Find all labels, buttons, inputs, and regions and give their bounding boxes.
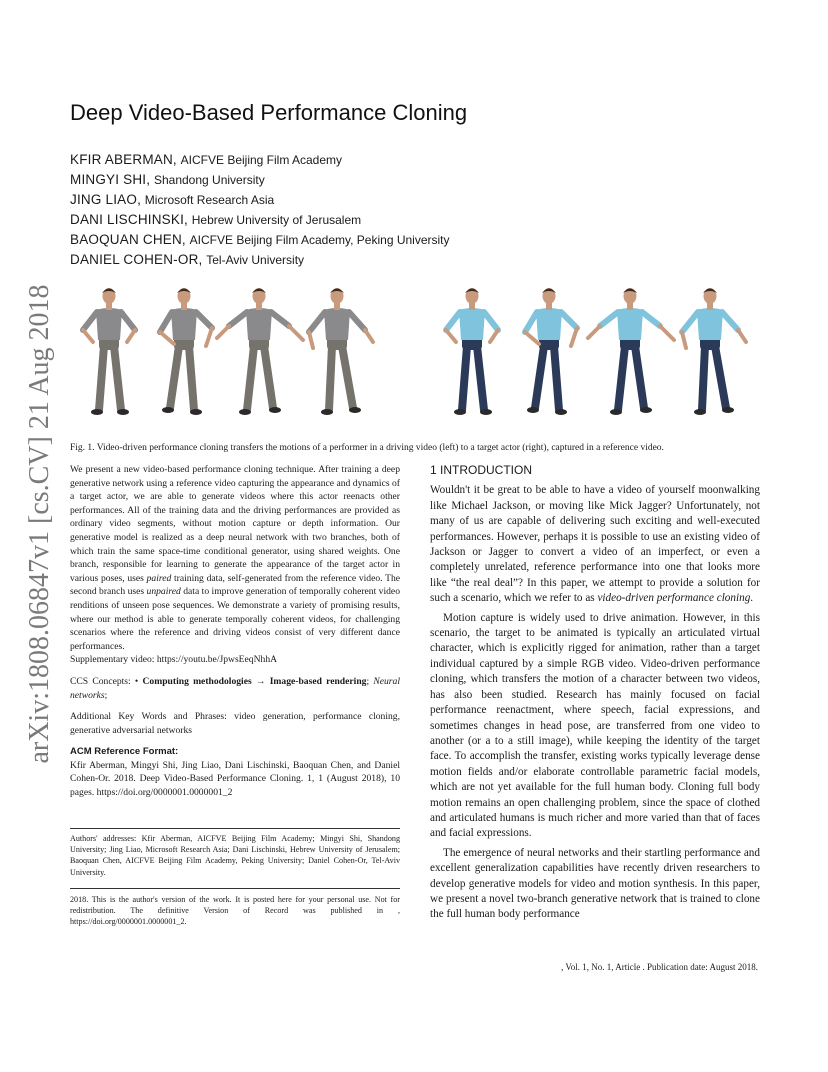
page-footer: , Vol. 1, No. 1, Article . Publication date: August 2018. xyxy=(561,962,758,972)
section-heading: 1 INTRODUCTION xyxy=(430,463,532,477)
author-entry xyxy=(70,250,450,270)
ccs-end: ; xyxy=(104,689,108,701)
teaser-figure xyxy=(74,282,754,422)
ccs-sep: ; xyxy=(366,675,374,687)
abstract-emphasis-unpaired: unpaired xyxy=(146,586,181,598)
author-name: KFIR ABERMAN, xyxy=(70,152,177,167)
abstract xyxy=(70,463,400,667)
ccs-lead: CCS Concepts: • xyxy=(70,675,143,687)
driving-performer-2 xyxy=(160,288,212,415)
author-name: MINGYI SHI, xyxy=(70,172,151,187)
author-name: JING LIAO, xyxy=(70,192,142,207)
intro-paragraph: The emergence of neural networks and their startling performance and excellent generalization capabilities have recently driven researchers to develop generative models for video and motion synthesis. In this paper, we present a novel two-branch generative network that is trained to clone the full human body performance xyxy=(430,846,760,921)
author-affiliation: Hebrew University of Jerusalem xyxy=(191,213,362,227)
author-entry xyxy=(70,170,450,190)
acm-reference-heading: ACM Reference Format: xyxy=(70,746,179,758)
author-affiliation: AICFVE Beijing Film Academy xyxy=(180,153,343,167)
intro-emphasis: video-driven performance cloning xyxy=(597,592,751,605)
driving-performer-4 xyxy=(309,288,373,415)
ccs-concepts xyxy=(70,675,400,702)
author-name: BAOQUAN CHEN, xyxy=(70,232,186,247)
abstract-column xyxy=(70,463,400,808)
author-affiliation: Microsoft Research Asia xyxy=(144,193,275,207)
copyright-note: 2018. This is the author's version of the work. It is posted here for your personal use. Not for redistribution. The definitive Version of Record was published in , https://doi.org/0000001.0000001_2. xyxy=(70,894,400,927)
acm-reference-text: Kfir Aberman, Mingyi Shi, Jing Liao, Dani Lischinski, Baoquan Chen, and Daniel Cohen-Or. 2018. Deep Video-Based Performance Cloning. 1, 1 (August 2018), 10 pages. https://doi.org/0000001.0000001_2 xyxy=(70,759,400,799)
author-affiliation: AICFVE Beijing Film Academy, Peking University xyxy=(189,233,450,247)
author-list xyxy=(70,150,450,270)
author-name: DANIEL COHEN-OR, xyxy=(70,252,203,267)
author-affiliation: Shandong University xyxy=(153,173,265,187)
driving-performer-1 xyxy=(83,288,135,415)
introduction-column xyxy=(430,463,760,927)
supplementary-video-link[interactable]: Supplementary video: https://youtu.be/JpwsEeqNhhA xyxy=(70,654,278,666)
footnote-rule xyxy=(70,828,400,829)
abstract-text: training data, self-generated from the reference video. The second branch uses xyxy=(70,572,400,598)
paper-title: Deep Video-Based Performance Cloning xyxy=(70,100,468,125)
arxiv-stamp: arXiv:1808.06847v1 [cs.CV] 21 Aug 2018 xyxy=(24,284,55,764)
target-performer-4 xyxy=(682,288,746,415)
author-entry xyxy=(70,150,450,170)
abstract-text: We present a new video-based performance cloning technique. After training a deep generative network using a reference video capturing the appearance and dynamics of a target actor, we are able to generate videos where this actor reenacts other performances. All of the training data and the driving performances are provided as ordinary video segments, without motion capture or depth information. Our generative model is realized as a deep neural network with two branches, both of which train the same space-time conditional generator, using shared weights. One branch, responsible for learning to generate the appearance of the target actor in various poses, uses xyxy=(70,464,400,584)
target-performer-1 xyxy=(446,288,498,415)
author-entry xyxy=(70,230,450,250)
author-entry xyxy=(70,190,450,210)
abstract-text: data to improve generation of temporally coherent video renditions of unseen pose sequences. We demonstrate a variety of promising results, where our method is able to generate temporally coherent videos, for challenging scenarios where the reference and driving videos consist of very different dance performances. xyxy=(70,586,400,652)
abstract-emphasis-paired: paired xyxy=(146,572,172,584)
ccs-italic: Neural networks xyxy=(70,675,400,701)
footnotes xyxy=(70,828,400,927)
authors-addresses: Authors' addresses: Kfir Aberman, AICFVE Beijing Film Academy; Mingyi Shi, Shandong University; Jing Liao, Microsoft Research Asia; Dani Lischinski, Hebrew University of Jerusalem; Baoquan Chen, AICFVE Beijing Film Academy, Peking University; Daniel Cohen-Or, Tel-Aviv University. xyxy=(70,834,400,877)
intro-text: Wouldn't it be great to be able to have a video of yourself moonwalking like Michael Jackson, or moving like Mick Jagger? Unfortunately, not many of us are capable of delivering such exciting and well-executed performances. However, perhaps it is possible to use an existing video of Jackson or Jagger to convert a video of an imperfect, or even a completely unrelated, reference performance into one that looks more like “the real deal”? In this paper, we attempt to provide a solution for such a scenario, which we refer to as xyxy=(430,484,760,605)
author-name: DANI LISCHINSKI, xyxy=(70,212,188,227)
target-performer-3 xyxy=(588,288,674,415)
keywords: Additional Key Words and Phrases: video generation, performance cloning, generative adversarial networks xyxy=(70,711,400,736)
author-affiliation: Tel-Aviv University xyxy=(206,253,305,267)
intro-paragraph xyxy=(430,483,760,606)
target-performer-2 xyxy=(525,288,577,415)
intro-paragraph: Motion capture is widely used to drive animation. However, in this scenario, the target to be animated is typically an articulated virtual character, which is explicitly rigged for animation, rather than a target individual captured by a simple RGB video. Video-driven performance cloning, which transfers the motion of a character between two videos, has also been studied. Research has mainly focused on facial performance reenactment, where speech, facial expressions, and sometimes changes in head pose, are transferred from one video to another (or a to a still image), while keeping the identity of the target face. To accomplish the transfer, existing works typically leverage dense motion fields and/or elaborate controllable parametric facial models, which are not yet available for the full human body. Cloning full body motion remains an open challenging problem, since the space of clothed and articulated humans is much richer and more varied than that of faces and facial expressions. xyxy=(430,611,760,840)
author-entry xyxy=(70,210,450,230)
ccs-bold: Computing methodologies → Image-based rendering xyxy=(142,675,367,687)
intro-text-end: . xyxy=(750,592,754,605)
footnote-rule xyxy=(70,888,400,889)
figure-caption: Fig. 1. Video-driven performance cloning transfers the motions of a performer in a driving video (left) to a target actor (right), captured in a reference video. xyxy=(70,443,664,453)
driving-performer-3 xyxy=(217,288,303,415)
